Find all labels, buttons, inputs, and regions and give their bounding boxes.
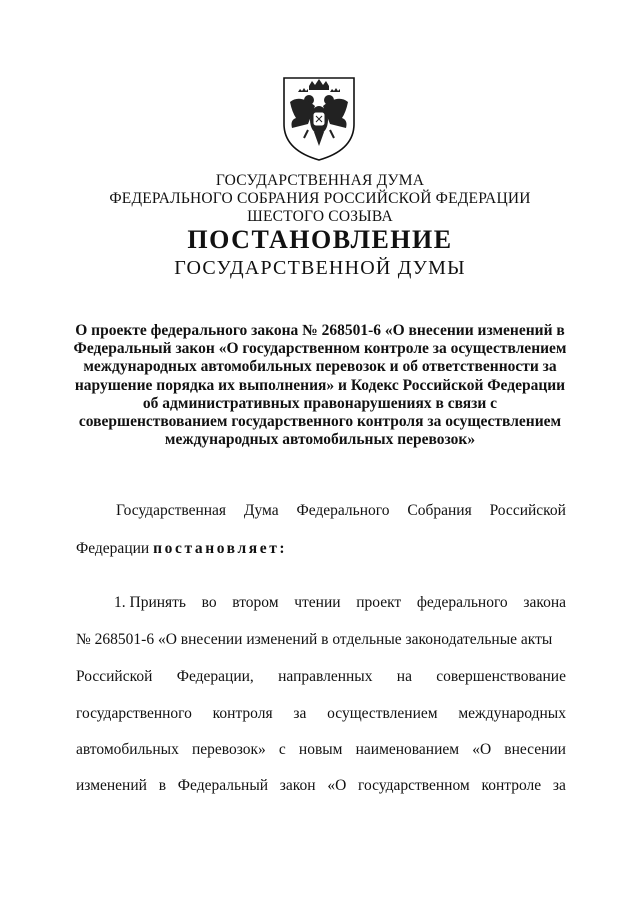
word: «О [327, 777, 347, 794]
subject-line: О проекте федерального закона № 268501-6 «О внесении изменений в [75, 322, 565, 339]
word: чтении [294, 594, 341, 611]
subject-line: об административных правонарушениях в связи с [142, 394, 498, 412]
word: с [278, 741, 286, 758]
word: проект [356, 594, 402, 611]
document-title: ПОСТАНОВЛЕНИЕ [187, 225, 453, 254]
word: на [396, 668, 412, 685]
paragraph-1-line-3 [76, 668, 566, 686]
word: закона [523, 594, 566, 611]
word: 1. Принять [114, 594, 187, 611]
word: государственного [76, 705, 192, 722]
paragraph-1-line-6 [76, 777, 566, 795]
paragraph-1-line-2: № 268501-6 «О внесении изменений в отдельные законодательные акты [76, 631, 553, 648]
subject-line: нарушение порядка их выполнения» и Кодекс Российской Федерации [74, 376, 566, 394]
paragraph-1-line-5 [76, 741, 566, 759]
word: перевозок» [191, 741, 266, 758]
issuer-line-3: ШЕСТОГО СОЗЫВА [247, 208, 393, 225]
word: Государственная [116, 502, 227, 519]
word: автомобильных [76, 741, 179, 758]
word: «О [472, 741, 492, 758]
word: Собрания [407, 502, 472, 519]
word: наименованием [355, 741, 460, 758]
word: Дума [243, 502, 279, 519]
document-subject [60, 322, 580, 449]
subject-line: международных автомобильных перевозок» [164, 431, 476, 449]
word: государственном [358, 777, 470, 794]
word: Федерального [296, 502, 390, 519]
word: во [201, 594, 217, 611]
word: Федеральный [177, 777, 269, 794]
word: осуществлением [327, 705, 438, 722]
word: Федерации, [176, 668, 254, 685]
word: внесении [504, 741, 566, 758]
paragraph-1-line-1 [114, 594, 566, 612]
document-subtitle: ГОСУДАРСТВЕННОЙ ДУМЫ [174, 257, 466, 279]
preamble-prefix: Федерации [76, 540, 154, 557]
word: Российской [489, 502, 566, 519]
word: контроля [212, 705, 273, 722]
word: Российской [76, 668, 153, 685]
word: направленных [278, 668, 373, 685]
subject-line: совершенствованием государственного контроля за осуществлением [78, 413, 562, 431]
word: федерального [416, 594, 508, 611]
word: втором [232, 594, 279, 611]
word: совершенствование [436, 668, 566, 685]
word: в [158, 777, 167, 794]
word: за [293, 705, 307, 722]
word: закон [279, 777, 316, 794]
subject-line: Федеральный закон «О государственном контроле за осуществлением [73, 340, 567, 358]
preamble-line-2 [76, 540, 566, 558]
word: за [552, 777, 566, 794]
paragraph-1-line-4 [76, 705, 566, 723]
word: изменений [76, 777, 147, 794]
issuer-line-2: ФЕДЕРАЛЬНОГО СОБРАНИЯ РОССИЙСКОЙ ФЕДЕРАЦИИ [109, 190, 531, 207]
word: международных [458, 705, 566, 722]
coat-of-arms-icon [278, 72, 360, 164]
word: новым [298, 741, 343, 758]
issuer-line-1: ГОСУДАРСТВЕННАЯ ДУМА [215, 172, 425, 189]
resolution-verb: постановляет: [153, 540, 288, 557]
subject-line: международных автомобильных перевозок и об ответственности за [83, 358, 557, 376]
preamble-line-1 [116, 502, 566, 520]
word: контроле [481, 777, 542, 794]
